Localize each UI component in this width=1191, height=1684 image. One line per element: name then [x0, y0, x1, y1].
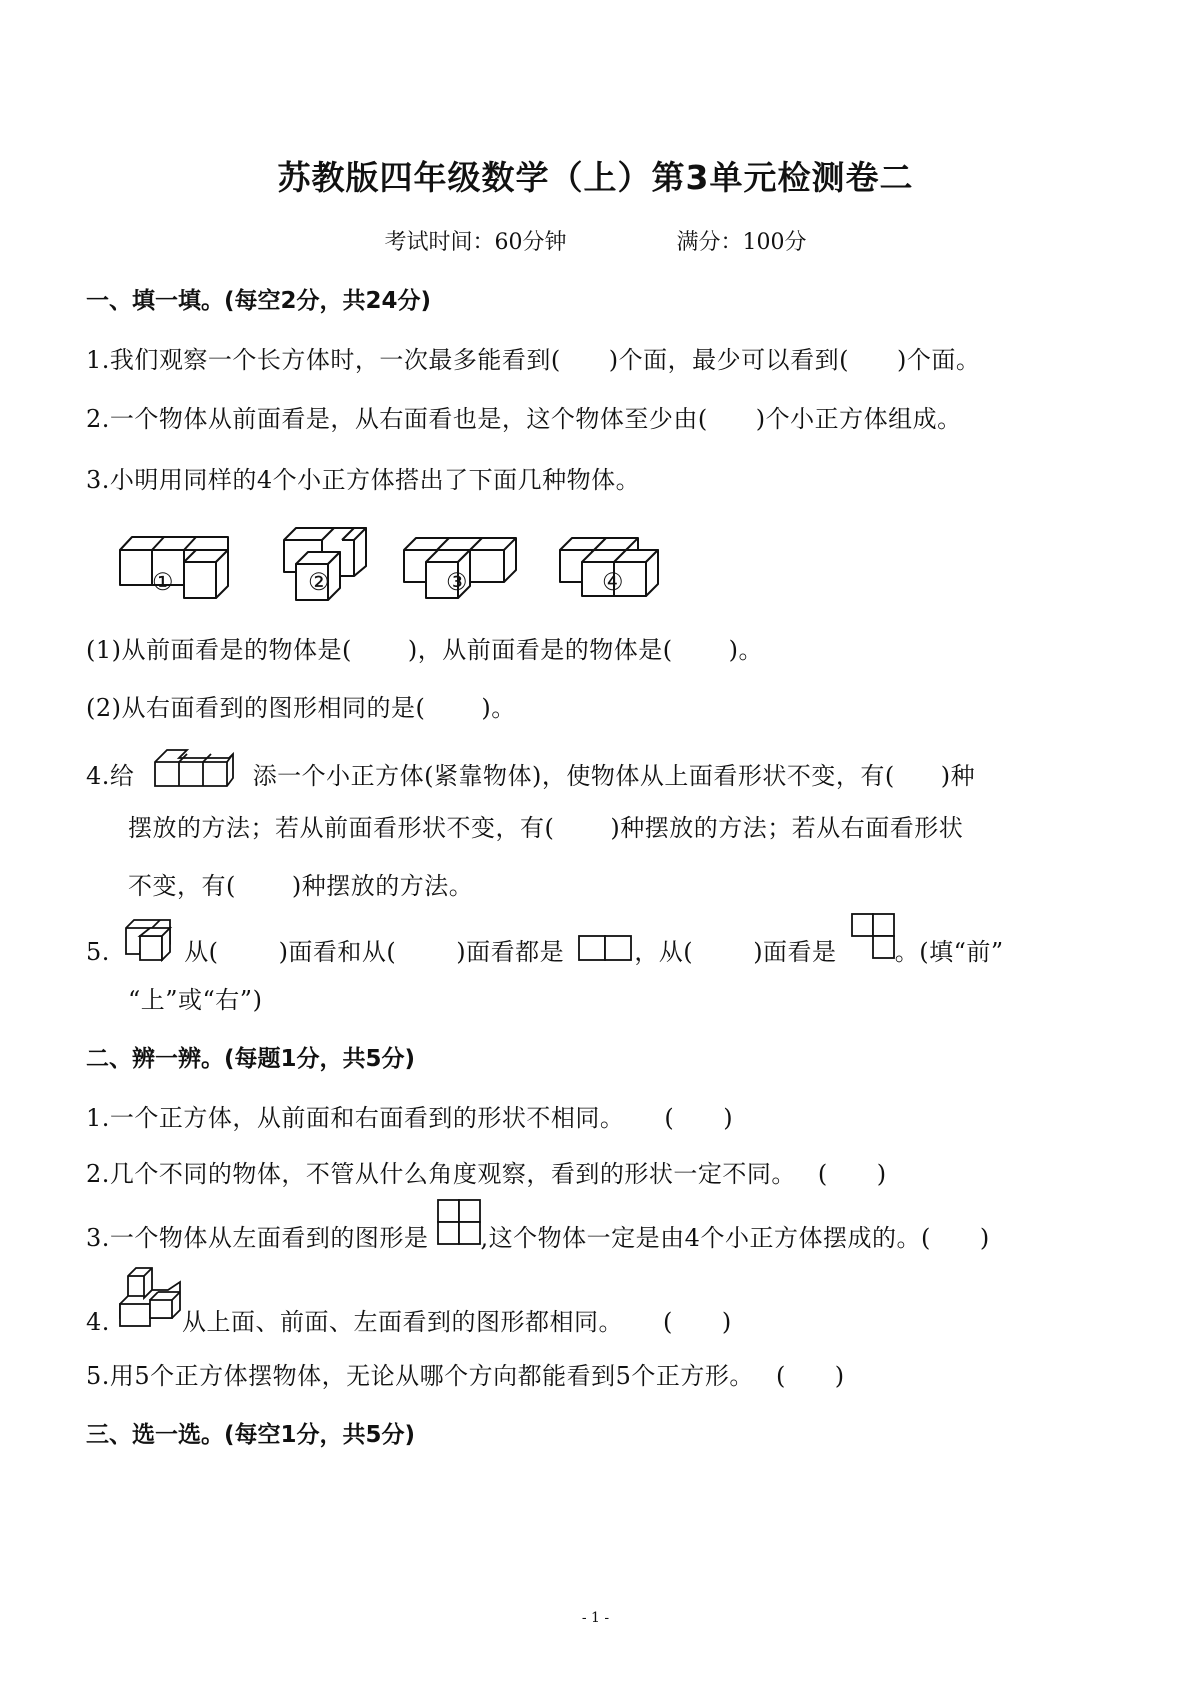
answer-paren[interactable]: ( )	[775, 1362, 845, 1390]
answer-paren[interactable]: ( )	[920, 1224, 990, 1252]
four-square-view-icon	[437, 1199, 481, 1251]
full-score: 满分：100分	[676, 230, 807, 255]
question-1-3-part-2: (2)从右面看到的图形相同的是( )。	[86, 694, 516, 722]
figure-label-3: ③	[446, 568, 468, 596]
question-1-3-stem: 3.小明用同样的4个小正方体搭出了下面几种物体。	[86, 466, 641, 494]
question-1-1: 1.我们观察一个长方体时，一次最多能看到( )个面，最少可以看到( )个面。	[86, 346, 981, 374]
two-square-view-icon	[578, 935, 632, 967]
question-1-5-line-1: 5. 从( )面看和从( )面看都是 ，从( )面看是 。(填“前”	[86, 932, 1004, 968]
judge-item-5: 5.用5个正方体摆物体，无论从哪个方向都能看到5个正方形。 ( )	[86, 1362, 845, 1390]
section-heading-multiple-choice: 三、选一选。(每空1分，共5分)	[86, 1422, 416, 1448]
section-heading-true-false: 二、辨一辨。(每题1分，共5分)	[86, 1046, 416, 1072]
question-1-2: 2.一个物体从前面看是，从右面看也是，这个物体至少由( )个小正方体组成。	[86, 405, 962, 433]
judge-item-4: 4. 从上面、前面、左面看到的图形都相同。 ( )	[86, 1302, 732, 1337]
judge-item-3: 3.一个物体从左面看到的图形是 ,这个物体一定是由4个小正方体摆成的。( )	[86, 1218, 990, 1253]
judge-item-2: 2.几个不同的物体，不管从什么角度观察，看到的形状一定不同。 ( )	[86, 1160, 887, 1188]
cube-figure-1	[118, 536, 230, 604]
figure-label-2: ②	[308, 568, 330, 596]
answer-paren[interactable]: ( )	[664, 1104, 734, 1132]
figure-label-4: ④	[602, 568, 624, 596]
figure-label-1: ①	[152, 568, 174, 596]
question-1-4-line-2: 摆放的方法；若从前面看形状不变，有( )种摆放的方法；若从右面看形状	[128, 814, 964, 842]
cube-row-figure	[153, 748, 235, 794]
l-cube-figure	[124, 918, 176, 968]
question-1-3-part-1: (1)从前面看是的物体是( )，从前面看是的物体是( )。	[86, 636, 763, 664]
question-1-4-line-3: 不变，有( )种摆放的方法。	[128, 872, 474, 900]
question-1-4-line-1: 4.给 添一个小正方体(紧靠物体)，使物体从上面看形状不变，有( )种	[86, 756, 975, 794]
answer-paren[interactable]: ( )	[663, 1308, 732, 1336]
question-1-5-line-2: “上”或“右”)	[128, 986, 263, 1014]
section-heading-fill-in: 一、填一填。(每空2分，共24分)	[86, 288, 432, 314]
judge-item-1: 1.一个正方体，从前面和右面看到的形状不相同。 ( )	[86, 1104, 734, 1132]
answer-paren[interactable]: ( )	[817, 1160, 887, 1188]
l-shape-view-icon	[851, 913, 895, 965]
stacked-cubes-figure	[118, 1264, 182, 1334]
exam-time: 考试时间：60分钟	[384, 230, 567, 255]
page-title: 苏教版四年级数学（上）第3单元检测卷二	[277, 158, 914, 197]
page-number: - 1 -	[581, 1610, 610, 1626]
exam-info	[0, 225, 1191, 256]
